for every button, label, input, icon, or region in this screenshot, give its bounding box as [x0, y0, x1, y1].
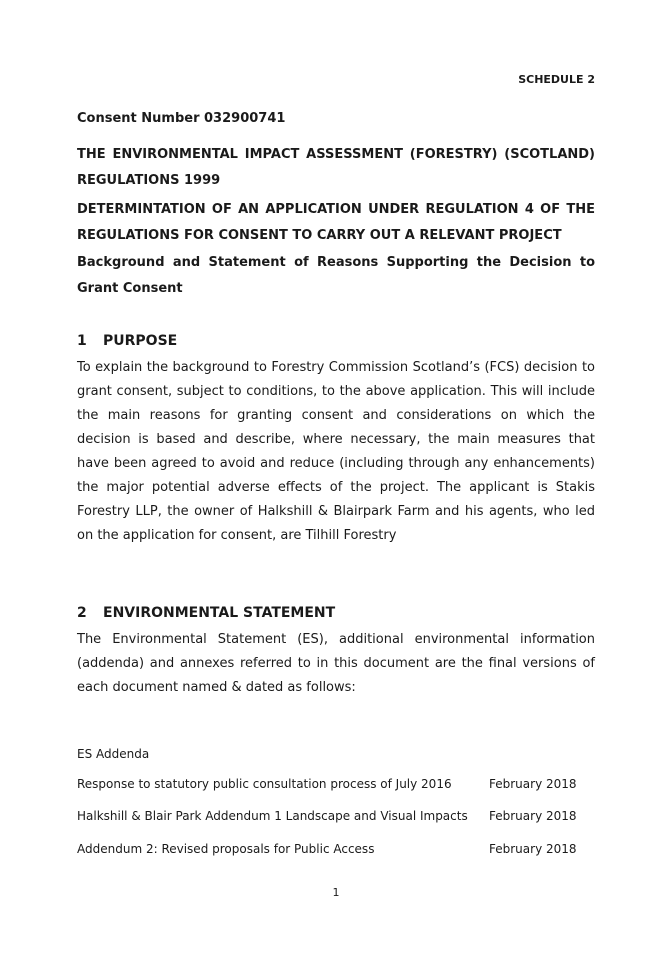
addendum-title: Response to statutory public consultation process of July 2016 — [77, 777, 452, 791]
addenda-row — [77, 776, 595, 792]
regulations-title: THE ENVIRONMENTAL IMPACT ASSESSMENT (FORESTRY) (SCOTLAND) REGULATIONS 1999 — [77, 147, 595, 188]
section-2-number: 2 — [77, 605, 87, 621]
section-1-body: To explain the background to Forestry Commission Scotland’s (FCS) decision to grant consent, subject to conditions, to the above application. This will include the main reasons for granting consent and considerations on which the decision is based and describe, where necessary, the main measures that have been agreed to avoid and reduce (including through any enhancements) the major potential adverse effects of the project. The applicant is Stakis Forestry LLP, the owner of Halkshill & Blairpark Farm and his agents, who led on the application for consent, are Tilhill Forestry — [77, 360, 595, 543]
addendum-title: Addendum 2: Revised proposals for Public Access — [77, 842, 375, 856]
schedule-label: SCHEDULE 2 — [518, 73, 595, 86]
section-1-heading — [77, 332, 595, 350]
determination-title: DETERMINTATION OF AN APPLICATION UNDER REGULATION 4 OF THE REGULATIONS FOR CONSENT TO CARRY OUT A RELEVANT PROJECT — [77, 202, 595, 243]
addendum-date: February 2018 — [489, 809, 577, 823]
background-subtitle: Background and Statement of Reasons Supporting the Decision to Grant Consent — [77, 255, 595, 296]
addendum-date: February 2018 — [489, 777, 577, 791]
consent-number: Consent Number 032900741 — [77, 111, 286, 126]
section-1-title: PURPOSE — [103, 333, 178, 349]
section-2-title: ENVIRONMENTAL STATEMENT — [103, 605, 336, 621]
addenda-row — [77, 841, 595, 857]
section-2-heading — [77, 604, 595, 622]
addendum-date: February 2018 — [489, 842, 577, 856]
es-addenda-label: ES Addenda — [77, 747, 150, 761]
addenda-row — [77, 808, 595, 824]
addendum-title: Halkshill & Blair Park Addendum 1 Landscape and Visual Impacts — [77, 809, 468, 823]
page-number: 1 — [332, 886, 340, 899]
section-2-body: The Environmental Statement (ES), additional environmental information (addenda) and annexes referred to in this document are the final versions of each document named & dated as follows: — [77, 632, 595, 695]
section-1-number: 1 — [77, 333, 87, 349]
